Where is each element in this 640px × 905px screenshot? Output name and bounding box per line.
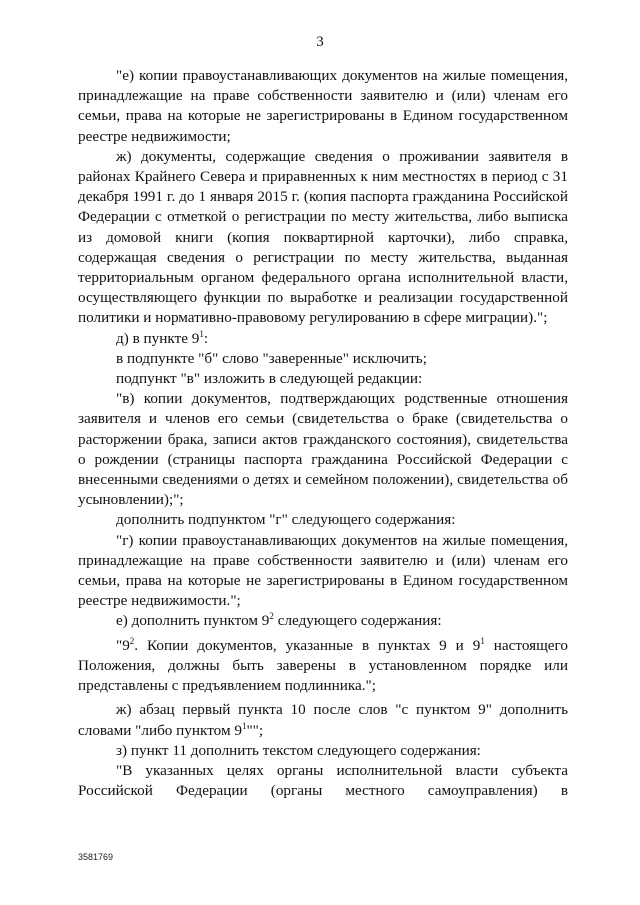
paragraph-e-add-point: е) дополнить пунктом $9^2$ следующего содержания: <box>116 611 442 630</box>
paragraph-last-text: "В указанных целях органы исполнительной власти субъекта Российской Федерации (органы местного самоуправления) в <box>78 761 568 800</box>
paragraph-z-point: з) пункт 11 дополнить текстом следующего содержания: <box>116 741 481 759</box>
paragraph-v-subpoint-intro: подпункт "в" изложить в следующей редакции: <box>116 370 423 388</box>
paragraph-e-documents: "е) копии правоустанавливающих документов на жилые помещения, принадлежащие на праве собственности заявителю и (или) членам его семьи, права на которые не зарегистрированы в Едином государственном реестре недвижимости; <box>78 67 568 145</box>
document-body <box>78 66 568 801</box>
paragraph-point-9-2: "$9^2$. Копии документов, указанные в пунктах 9 и $9^1$ настоящего Положения, должны быть заверены в установленном порядке или представлены с предъявлением подлинника."; <box>78 635 568 695</box>
paragraph-zh-documents: ж) документы, содержащие сведения о проживании заявителя в районах Крайнего Севера и приравненных к ним местностях в период с 31 декабря 1991 г. до 1 января 2015 г. (копия паспорта гражданина Российской Федерации с отметкой о регистрации по месту жительства, либо выписка из домовой книги (копия поквартирной карточки), либо справка, содержащая сведения о регистрации по месту жительства, выданная территориальным органом федерального органа исполнительной власти, осуществляющего функции по выработке и реализации государственной политики и нормативно-правовому регулированию в сфере миграции)."; <box>78 147 568 327</box>
paragraph-g-add-intro: дополнить подпунктом "г" следующего содержания: <box>116 511 456 529</box>
document-code: 3581769 <box>78 852 114 862</box>
paragraph-v-subpoint-text: "в) копии документов, подтверждающих родственные отношения заявителя и членов его семьи (свидетельства о браке (свидетельства о расторжении брака, записи актов гражданского состояния), свидетельства о рождении (страницы паспорта гражданина Российской Федерации с внесенными сведениями о детях и семейном положении), свидетельства об усыновлении);"; <box>78 390 568 509</box>
paragraph-g-text: "г) копии правоустанавливающих документов на жилые помещения, принадлежащие на праве собственности заявителю и (или) членам его семьи, права на которые не зарегистрированы в Едином государственном реестре недвижимости."; <box>78 531 568 610</box>
paragraph-zh-abzac: ж) абзац первый пункта 10 после слов "с пунктом 9" дополнить словами "либо пунктом $9^1$""; <box>78 701 568 739</box>
paragraph-b-subpoint: в подпункте "б" слово "заверенные" исключить; <box>116 349 427 367</box>
page-number: 3 <box>316 34 324 50</box>
paragraph-d-point: д) в пункте $9^1$: <box>116 328 209 347</box>
